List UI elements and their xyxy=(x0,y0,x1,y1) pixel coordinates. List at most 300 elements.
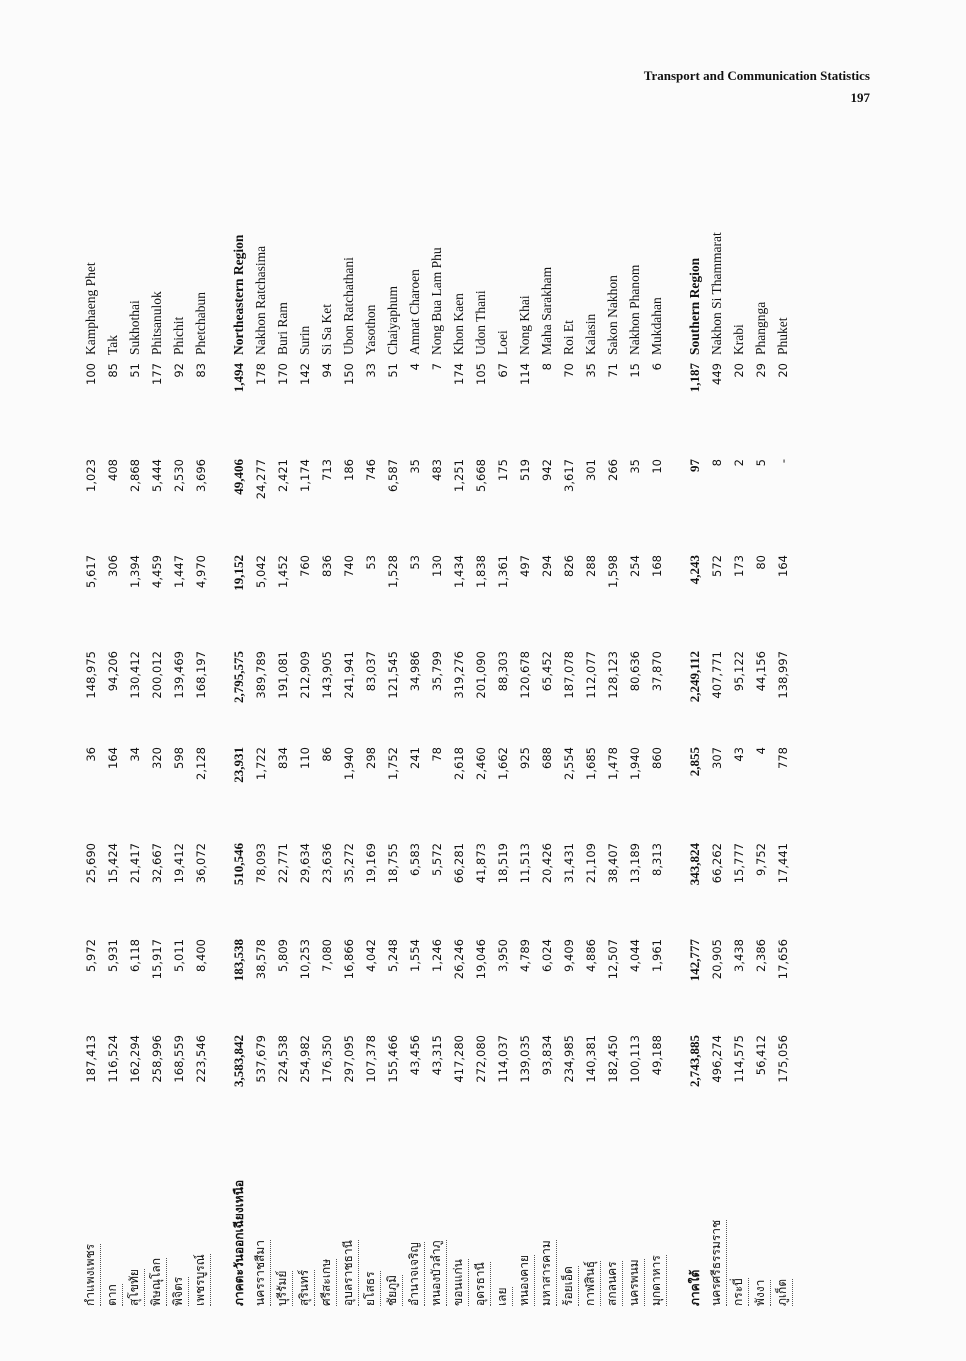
page-number: 197 xyxy=(850,90,870,105)
value-cell: 168 xyxy=(650,555,664,577)
value-cell: 83 xyxy=(194,363,208,378)
value-cell: 301 xyxy=(584,459,598,481)
table-row xyxy=(272,166,294,1310)
value-cell: 306 xyxy=(106,555,120,577)
value-cell: 519 xyxy=(518,459,532,481)
value-cell: 5,248 xyxy=(386,939,400,972)
region-row xyxy=(684,166,706,1310)
value-cell: 713 xyxy=(320,459,334,481)
value-cell: 7,080 xyxy=(320,939,334,972)
value-cell: 6,118 xyxy=(128,939,142,972)
value-cell: 44,156 xyxy=(754,651,768,692)
english-province-name: Khon Kaen xyxy=(451,293,466,355)
value-cell: 176,350 xyxy=(320,1035,334,1083)
english-province-name: Krabi xyxy=(731,324,746,355)
thai-province-name: ชัยภูมิ xyxy=(382,1127,404,1310)
thai-province-name: ร้อยเอ็ด xyxy=(558,1127,580,1310)
value-cell: 71 xyxy=(606,363,620,378)
table-row xyxy=(102,166,124,1310)
value-cell: 78 xyxy=(430,747,444,762)
value-cell: 11,513 xyxy=(518,843,532,884)
thai-province-name: ขอนแก่น xyxy=(448,1127,470,1310)
value-cell: 65,452 xyxy=(540,651,554,692)
value-cell: 168,559 xyxy=(172,1035,186,1083)
english-province-name: Surin xyxy=(297,325,312,355)
value-cell: 297,095 xyxy=(342,1035,356,1083)
value-cell: 5,444 xyxy=(150,459,164,492)
value-cell: 537,679 xyxy=(254,1035,268,1083)
table-row xyxy=(382,166,404,1310)
value-cell: 67 xyxy=(496,363,510,378)
thai-province-name: กำแพงเพชร xyxy=(80,1127,102,1310)
value-cell: 1,940 xyxy=(628,747,642,780)
value-cell: 66,281 xyxy=(452,843,466,884)
value-cell: 18,755 xyxy=(386,843,400,884)
value-cell: 1,478 xyxy=(606,747,620,780)
value-cell: 23,636 xyxy=(320,843,334,884)
value-cell: 20,905 xyxy=(710,939,724,980)
english-province-name: Sukhothai xyxy=(127,300,142,355)
value-cell: 2,128 xyxy=(194,747,208,780)
value-cell: 177 xyxy=(150,363,164,385)
value-cell: 497 xyxy=(518,555,532,577)
value-cell: 174 xyxy=(452,363,466,385)
thai-province-name: นครราชสีมา xyxy=(250,1127,272,1310)
value-cell: 24,277 xyxy=(254,459,268,500)
value-cell: 2,554 xyxy=(562,747,576,780)
table-row xyxy=(448,166,470,1310)
value-cell: 191,081 xyxy=(276,651,290,699)
value-cell: 2,868 xyxy=(128,459,142,492)
table-row xyxy=(426,166,448,1310)
value-cell: 6 xyxy=(650,363,664,371)
value-cell: 34,986 xyxy=(408,651,422,692)
thai-province-name: พังงา xyxy=(750,1127,772,1310)
value-cell: 5,972 xyxy=(84,939,98,972)
value-cell: 8,313 xyxy=(650,843,664,876)
value-cell: 170 xyxy=(276,363,290,385)
english-province-name: Udon Thani xyxy=(473,290,488,355)
value-cell: 19,412 xyxy=(172,843,186,884)
value-cell: 114,575 xyxy=(732,1035,746,1083)
value-cell: 1,554 xyxy=(408,939,422,972)
value-cell: 1,722 xyxy=(254,747,268,780)
value-cell: 41,873 xyxy=(474,843,488,884)
value-cell: 1,662 xyxy=(496,747,510,780)
english-province-name: Nakhon Ratchasima xyxy=(253,245,268,355)
value-cell: 80 xyxy=(754,555,768,570)
table-row xyxy=(190,166,212,1310)
value-cell: 182,450 xyxy=(606,1035,620,1083)
value-cell: 925 xyxy=(518,747,532,769)
statistics-table xyxy=(80,166,794,1310)
value-cell: 2,386 xyxy=(754,939,768,972)
value-cell: 15 xyxy=(628,363,642,378)
value-cell: 5,668 xyxy=(474,459,488,492)
table-row xyxy=(646,166,668,1310)
thai-province-name: ภูเก็ต xyxy=(772,1127,794,1310)
value-cell: 417,280 xyxy=(452,1035,466,1083)
english-province-name: Mukdahan xyxy=(649,297,664,355)
value-cell: 143,905 xyxy=(320,651,334,699)
value-cell: 2 xyxy=(732,459,746,467)
value-cell: 2,743,885 xyxy=(687,1035,702,1087)
table-row xyxy=(470,166,492,1310)
english-province-name: Amnat Charoen xyxy=(407,269,422,355)
table-row xyxy=(536,166,558,1310)
value-cell: 17,441 xyxy=(776,843,790,884)
table-row xyxy=(338,166,360,1310)
english-province-name: Roi Et xyxy=(561,320,576,355)
value-cell: 97 xyxy=(687,459,702,472)
value-cell: 43 xyxy=(732,747,746,762)
thai-province-name: กาฬสินธุ์ xyxy=(580,1127,602,1310)
value-cell: 162,294 xyxy=(128,1035,142,1083)
value-cell: 1,940 xyxy=(342,747,356,780)
english-province-name: Nakhon Si Thammarat xyxy=(709,232,724,355)
english-province-name: Phitsanulok xyxy=(149,291,164,355)
value-cell: 19,152 xyxy=(231,555,246,591)
table-row xyxy=(728,166,750,1310)
english-province-name: Phichit xyxy=(171,316,186,355)
value-cell: 78,093 xyxy=(254,843,268,884)
thai-province-name: กระบี่ xyxy=(728,1127,750,1310)
value-cell: 92 xyxy=(172,363,186,378)
value-cell: 319,276 xyxy=(452,651,466,699)
value-cell: 22,771 xyxy=(276,843,290,884)
value-cell: 2,460 xyxy=(474,747,488,780)
value-cell: 1,528 xyxy=(386,555,400,588)
value-cell: 148,975 xyxy=(84,651,98,699)
table-row xyxy=(514,166,536,1310)
value-cell: 29 xyxy=(754,363,768,378)
value-cell: 8 xyxy=(540,363,554,371)
thai-province-name: หนองบัวลำภู xyxy=(426,1127,448,1310)
thai-province-name: สกลนคร xyxy=(602,1127,624,1310)
value-cell: 3,583,842 xyxy=(231,1035,246,1087)
value-cell: 1,394 xyxy=(128,555,142,588)
value-cell: 13,189 xyxy=(628,843,642,884)
value-cell: 20,426 xyxy=(540,843,554,884)
value-cell: 80,636 xyxy=(628,651,642,692)
value-cell: 130,412 xyxy=(128,651,142,699)
table-row xyxy=(250,166,272,1310)
value-cell: 110 xyxy=(298,747,312,769)
value-cell: 49,188 xyxy=(650,1035,664,1076)
value-cell: 343,824 xyxy=(687,843,702,886)
value-cell: 94,206 xyxy=(106,651,120,692)
value-cell: 746 xyxy=(364,459,378,481)
value-cell: 254,982 xyxy=(298,1035,312,1083)
value-cell: 1,174 xyxy=(298,459,312,492)
thai-province-name: นครศรีธรรมราช xyxy=(706,1127,728,1310)
value-cell: 33 xyxy=(364,363,378,378)
table-row xyxy=(706,166,728,1310)
row-spacer xyxy=(668,166,684,1310)
english-province-name: Loei xyxy=(495,330,510,355)
value-cell: 1,434 xyxy=(452,555,466,588)
value-cell: 4,789 xyxy=(518,939,532,972)
table-row xyxy=(404,166,426,1310)
value-cell: 2,530 xyxy=(172,459,186,492)
value-cell: 23,931 xyxy=(231,747,246,783)
value-cell: 1,598 xyxy=(606,555,620,588)
english-province-name: Nong Bua Lam Phu xyxy=(429,247,444,355)
value-cell: 49,406 xyxy=(231,459,246,495)
value-cell: 36,072 xyxy=(194,843,208,884)
value-cell: 139,469 xyxy=(172,651,186,699)
value-cell: 35,272 xyxy=(342,843,356,884)
thai-province-name: มหาสารคาม xyxy=(536,1127,558,1310)
table-row xyxy=(316,166,338,1310)
value-cell: 496,274 xyxy=(710,1035,724,1083)
english-province-name: Yasothon xyxy=(363,304,378,355)
value-cell: 1,752 xyxy=(386,747,400,780)
thai-province-name: ตาก xyxy=(102,1127,124,1310)
value-cell: 175 xyxy=(496,459,510,481)
value-cell: 1,023 xyxy=(84,459,98,492)
value-cell: 53 xyxy=(408,555,422,570)
thai-province-name: นครพนม xyxy=(624,1127,646,1310)
english-province-name: Sakon Nakhon xyxy=(605,275,620,355)
value-cell: 155,466 xyxy=(386,1035,400,1083)
value-cell: 15,424 xyxy=(106,843,120,884)
region-row xyxy=(228,166,250,1310)
value-cell: 201,090 xyxy=(474,651,488,699)
value-cell: 85 xyxy=(106,363,120,378)
value-cell: 5,572 xyxy=(430,843,444,876)
value-cell: 5,931 xyxy=(106,939,120,972)
value-cell: 5,011 xyxy=(172,939,186,972)
value-cell: 4,044 xyxy=(628,939,642,972)
english-province-name: Phuket xyxy=(775,317,790,355)
value-cell: 2,618 xyxy=(452,747,466,780)
table-row xyxy=(146,166,168,1310)
value-cell: 29,634 xyxy=(298,843,312,884)
value-cell: 836 xyxy=(320,555,334,577)
value-cell: 35,799 xyxy=(430,651,444,692)
english-province-name: Nakhon Phanom xyxy=(627,264,642,355)
rotated-statistics-table xyxy=(80,95,880,1310)
value-cell: 53 xyxy=(364,555,378,570)
value-cell: 1,447 xyxy=(172,555,186,588)
table-row xyxy=(360,166,382,1310)
value-cell: 21,417 xyxy=(128,843,142,884)
value-cell: 93,834 xyxy=(540,1035,554,1076)
value-cell: 38,407 xyxy=(606,843,620,884)
value-cell: 407,771 xyxy=(710,651,724,699)
value-cell: 5,042 xyxy=(254,555,268,588)
value-cell: 17,656 xyxy=(776,939,790,980)
thai-province-name: อุดรธานี xyxy=(470,1127,492,1310)
value-cell: 272,080 xyxy=(474,1035,488,1083)
value-cell: 20 xyxy=(776,363,790,378)
value-cell: 1,251 xyxy=(452,459,466,492)
value-cell: 142 xyxy=(298,363,312,385)
value-cell: 1,452 xyxy=(276,555,290,588)
value-cell: 2,795,575 xyxy=(231,651,246,703)
value-cell: 320 xyxy=(150,747,164,769)
table-row xyxy=(80,166,102,1310)
value-cell: 2,855 xyxy=(687,747,702,777)
value-cell: 241,941 xyxy=(342,651,356,699)
value-cell: 100,113 xyxy=(628,1035,642,1083)
thai-province-name: เลย xyxy=(492,1127,514,1310)
value-cell: 234,985 xyxy=(562,1035,576,1083)
value-cell: 183,538 xyxy=(231,939,246,982)
thai-province-name: สุโขทัย xyxy=(124,1127,146,1310)
value-cell: 1,838 xyxy=(474,555,488,588)
value-cell: 266 xyxy=(606,459,620,481)
value-cell: 389,789 xyxy=(254,651,268,699)
value-cell: 164 xyxy=(106,747,120,769)
thai-province-name: ภาคใต้ xyxy=(687,1269,702,1306)
value-cell: 1,361 xyxy=(496,555,510,588)
value-cell: 1,494 xyxy=(231,363,246,393)
value-cell: 4,042 xyxy=(364,939,378,972)
english-province-name: Kamphaeng Phet xyxy=(83,262,98,355)
value-cell: 18,519 xyxy=(496,843,510,884)
value-cell: 598 xyxy=(172,747,186,769)
thai-province-name: มุกดาหาร xyxy=(646,1127,668,1310)
value-cell: 19,046 xyxy=(474,939,488,980)
table-row xyxy=(558,166,580,1310)
value-cell: 1,246 xyxy=(430,939,444,972)
value-cell: 3,438 xyxy=(732,939,746,972)
value-cell: 1,187 xyxy=(687,363,702,393)
value-cell: 35 xyxy=(408,459,422,474)
value-cell: 12,507 xyxy=(606,939,620,980)
value-cell: 95,122 xyxy=(732,651,746,692)
table-row xyxy=(124,166,146,1310)
publication-title: Transport and Communication Statistics xyxy=(643,68,870,83)
value-cell: 307 xyxy=(710,747,724,769)
english-province-name: Si Sa Ket xyxy=(319,303,334,355)
value-cell: 288 xyxy=(584,555,598,577)
value-cell: 572 xyxy=(710,555,724,577)
table-row xyxy=(602,166,624,1310)
value-cell: 860 xyxy=(650,747,664,769)
value-cell: 15,777 xyxy=(732,843,746,884)
value-cell: 168,197 xyxy=(194,651,208,699)
value-cell: 9,409 xyxy=(562,939,576,972)
value-cell: 1,685 xyxy=(584,747,598,780)
english-province-name: Northeastern Region xyxy=(231,234,246,355)
value-cell: 4,886 xyxy=(584,939,598,972)
value-cell: 3,617 xyxy=(562,459,576,492)
value-cell: 37,870 xyxy=(650,651,664,692)
english-province-name: Ubon Ratchathani xyxy=(341,257,356,355)
value-cell: 5 xyxy=(754,459,768,467)
value-cell: 100 xyxy=(84,363,98,385)
value-cell: 35 xyxy=(628,459,642,474)
value-cell: 26,246 xyxy=(452,939,466,980)
value-cell: 2,421 xyxy=(276,459,290,492)
table-row xyxy=(168,166,190,1310)
english-province-name: Nong Khai xyxy=(517,295,532,355)
value-cell: 223,546 xyxy=(194,1035,208,1083)
table-row xyxy=(492,166,514,1310)
value-cell: 187,413 xyxy=(84,1035,98,1083)
value-cell: 142,777 xyxy=(687,939,702,982)
value-cell: 294 xyxy=(540,555,554,577)
value-cell: 121,545 xyxy=(386,651,400,699)
value-cell: 9,752 xyxy=(754,843,768,876)
value-cell: 4,243 xyxy=(687,555,702,585)
value-cell: 258,996 xyxy=(150,1035,164,1083)
value-cell: 70 xyxy=(562,363,576,378)
thai-province-name: ภาคตะวันออกเฉียงเหนือ xyxy=(231,1179,246,1306)
value-cell: 128,123 xyxy=(606,651,620,699)
value-cell: 51 xyxy=(128,363,142,378)
value-cell: 408 xyxy=(106,459,120,481)
value-cell: 298 xyxy=(364,747,378,769)
english-province-name: Kalasin xyxy=(583,313,598,355)
value-cell: 4 xyxy=(754,747,768,755)
thai-province-name: ศรีสะเกษ xyxy=(316,1127,338,1310)
value-cell: 10 xyxy=(650,459,664,474)
english-province-name: Maha Sarakham xyxy=(539,266,554,355)
value-cell: 25,690 xyxy=(84,843,98,884)
value-cell: 186 xyxy=(342,459,356,481)
english-province-name: Southern Region xyxy=(687,257,702,355)
value-cell: 114 xyxy=(518,363,532,385)
value-cell: 140,381 xyxy=(584,1035,598,1083)
value-cell: 116,524 xyxy=(106,1035,120,1083)
value-cell: 6,024 xyxy=(540,939,554,972)
english-province-name: Phetchabun xyxy=(193,292,208,355)
value-cell: 164 xyxy=(776,555,790,577)
english-province-name: Phangnga xyxy=(753,301,768,355)
thai-province-name: อำนาจเจริญ xyxy=(404,1127,426,1310)
value-cell: 1,961 xyxy=(650,939,664,972)
value-cell: 254 xyxy=(628,555,642,577)
value-cell: 19,169 xyxy=(364,843,378,884)
value-cell: 3,950 xyxy=(496,939,510,972)
value-cell: 5,617 xyxy=(84,555,98,588)
value-cell: 212,909 xyxy=(298,651,312,699)
english-province-name: Chaiyaphum xyxy=(385,286,400,355)
value-cell: 2,249,112 xyxy=(687,651,702,703)
value-cell: 38,578 xyxy=(254,939,268,980)
value-cell: 105 xyxy=(474,363,488,385)
value-cell: 86 xyxy=(320,747,334,762)
value-cell: 241 xyxy=(408,747,422,769)
value-cell: 107,378 xyxy=(364,1035,378,1083)
value-cell: 6,583 xyxy=(408,843,422,876)
thai-province-name: พิจิตร xyxy=(168,1127,190,1310)
value-cell: 31,431 xyxy=(562,843,576,884)
value-cell: 8,400 xyxy=(194,939,208,972)
english-province-name: Tak xyxy=(105,334,120,355)
value-cell: 35 xyxy=(584,363,598,378)
value-cell: 43,456 xyxy=(408,1035,422,1076)
value-cell: 483 xyxy=(430,459,444,481)
value-cell: 20 xyxy=(732,363,746,378)
value-cell: 510,546 xyxy=(231,843,246,886)
value-cell: 826 xyxy=(562,555,576,577)
value-cell: 4 xyxy=(408,363,422,371)
table-row xyxy=(624,166,646,1310)
english-province-name: Buri Ram xyxy=(275,302,290,355)
value-cell: 56,412 xyxy=(754,1035,768,1076)
table-row xyxy=(750,166,772,1310)
value-cell: 688 xyxy=(540,747,554,769)
thai-province-name: หนองคาย xyxy=(514,1127,536,1310)
value-cell: 32,667 xyxy=(150,843,164,884)
value-cell: 43,315 xyxy=(430,1035,444,1076)
value-cell: 200,012 xyxy=(150,651,164,699)
